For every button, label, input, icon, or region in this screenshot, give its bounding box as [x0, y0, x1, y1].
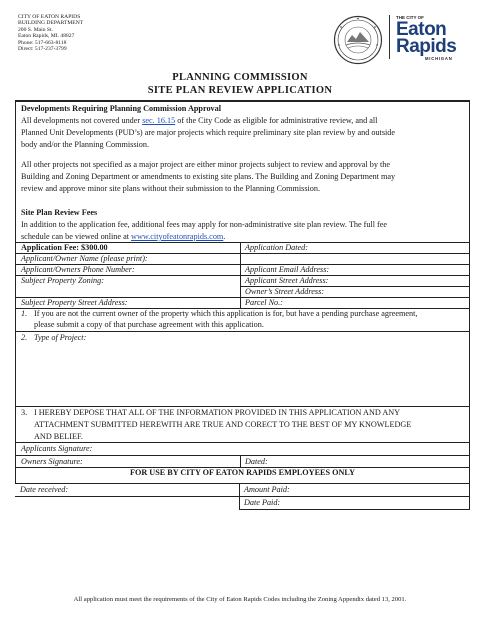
column-divider [239, 483, 240, 510]
signature-date-field[interactable]: Dated: [245, 457, 268, 466]
parcel-number-field[interactable]: Parcel No.: [245, 298, 283, 307]
owner-phone-field[interactable]: Applicant/Owners Phone Number: [21, 265, 135, 274]
section-heading-approval: Developments Requiring Planning Commission Approval [21, 104, 222, 113]
owner-street-field[interactable]: Owner’s Street Address: [245, 287, 324, 296]
city-logo [396, 15, 466, 63]
paragraph-line: Planned Unit Developments (PUD’s) are major projects which require preliminary site plan review by and outside [21, 128, 396, 137]
logo-michigan: MICHIGAN [425, 56, 453, 61]
paragraph-line: review and approve minor site plans without their submission to the Planning Commission. [21, 184, 321, 193]
applicant-signature-field[interactable]: Applicants Signature: [21, 444, 93, 453]
header-divider [389, 15, 390, 59]
item-number: 3. [21, 408, 28, 417]
date-received-field[interactable]: Date received: [20, 485, 69, 494]
logo-eaton: Eaton [396, 19, 447, 40]
column-divider [469, 483, 470, 510]
purchase-agreement-note: please submit a copy of that purchase agreement with this application. [34, 320, 264, 329]
certification-statement: AND BELIEF. [34, 432, 83, 441]
paragraph-line: schedule can be viewed online at www.cityofeatonrapids.com. [21, 232, 226, 241]
column-divider [240, 455, 241, 467]
code-section-link[interactable]: sec. 16.15 [142, 116, 176, 125]
certification-statement: I HEREBY DEPOSE THAT ALL OF THE INFORMATION PROVIDED IN THIS APPLICATION AND ANY [34, 408, 401, 417]
applicant-email-field[interactable]: Applicant Email Address: [245, 265, 330, 274]
divider [16, 455, 469, 456]
purchase-agreement-note: If you are not the current owner of the property which this application is for, but have a pending purchase agreement, [34, 309, 418, 318]
application-fee-label: Application Fee: $300.00 [21, 243, 108, 252]
certification-statement: ATTACHMENT SUBMITTED HEREWITH ARE TRUE AND CORECT TO THE BEST OF MY KNOWLEDGE [34, 420, 412, 429]
divider [15, 496, 470, 497]
divider [239, 509, 470, 510]
owner-signature-field[interactable]: Owners Signature: [21, 457, 83, 466]
application-form [15, 100, 470, 484]
footer-note: All application must meet the requirements of the City of Eaton Rapids Codes including the Zoning Appendix dated 13, 2001. [73, 596, 407, 603]
city-website-link[interactable]: www.cityofeatonrapids.com [131, 232, 224, 241]
address-line: Eaton Rapids, MI. 48827 [18, 33, 75, 40]
owner-name-field[interactable]: Applicant/Owner Name (please print): [21, 254, 148, 263]
amount-paid-field[interactable]: Amount Paid: [244, 485, 290, 494]
section-heading-fees: Site Plan Review Fees [21, 208, 98, 217]
item-number: 2. [21, 333, 28, 342]
application-dated-field[interactable]: Application Dated: [245, 243, 308, 252]
property-street-field[interactable]: Subject Property Street Address: [21, 298, 128, 307]
paragraph-line: body and/or the Planning Commission. [21, 140, 150, 149]
department-address [18, 14, 83, 52]
page-title: PLANNING COMMISSION [172, 72, 308, 83]
address-line: CITY OF EATON RAPIDS [18, 14, 81, 20]
paragraph-line: In addition to the application fee, additional fees may apply for non-administrative site plan review. The full fee [21, 220, 388, 229]
city-seal-icon [333, 15, 383, 65]
address-line: BUILDING DEPARTMENT [18, 20, 84, 27]
page-subtitle: SITE PLAN REVIEW APPLICATION [147, 85, 333, 96]
logo-the-city-of: THE CITY OF [396, 15, 424, 20]
address-line: Direct: 517-237-3799 [18, 46, 67, 53]
address-line: 200 S. Main St. [18, 26, 53, 33]
paragraph-line: Building and Zoning Department or amendments to existing site plans. The Building and Zoning Department may [21, 172, 396, 181]
address-line: Phone: 517-663-8118 [18, 39, 67, 46]
project-type-field[interactable]: Type of Project: [34, 333, 87, 342]
property-zoning-field[interactable]: Subject Property Zoning: [21, 276, 104, 285]
office-use-heading: FOR USE BY CITY OF EATON RAPIDS EMPLOYEES ONLY [129, 468, 356, 477]
logo-rapids: Rapids [396, 36, 457, 57]
divider [15, 483, 470, 484]
paragraph-line: All other projects not specified as a major project are either minor projects subject to review and approval by the [21, 160, 390, 169]
divider [16, 101, 469, 102]
item-number: 1. [21, 309, 28, 318]
paragraph-line: All developments not covered under sec. 16.15 of the City Code as eligible for administrative review, and all [21, 116, 378, 125]
date-paid-field[interactable]: Date Paid: [244, 498, 281, 507]
column-divider [240, 242, 241, 308]
applicant-street-field[interactable]: Applicant Street Address: [245, 276, 329, 285]
